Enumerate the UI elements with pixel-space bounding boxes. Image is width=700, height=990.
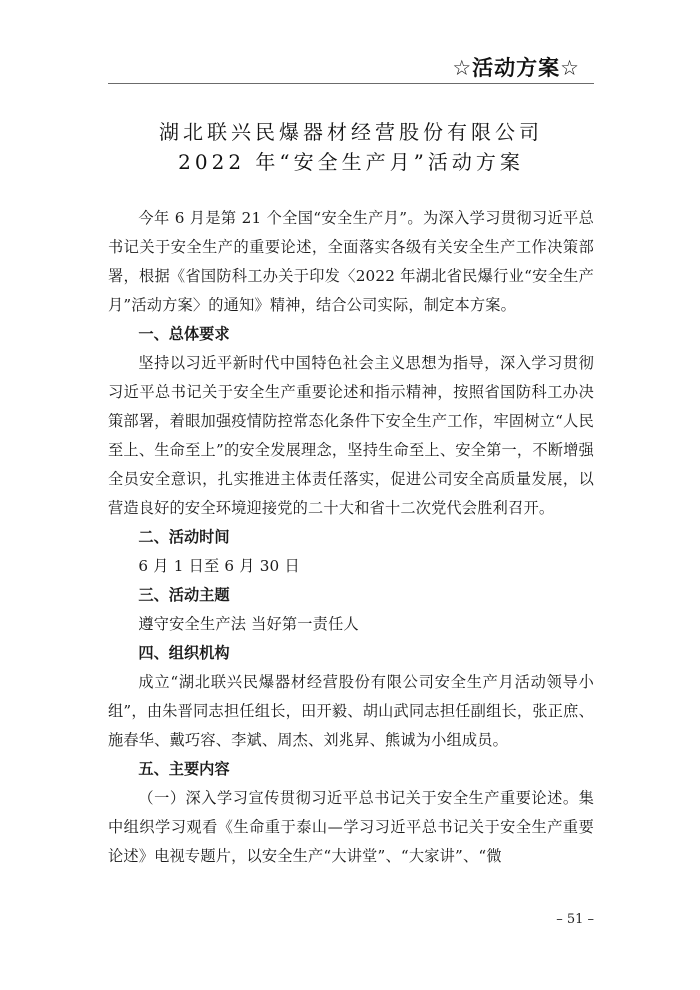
- section-heading-main-content: 五、主要内容: [138, 760, 230, 778]
- document-title-line-1: 湖北联兴民爆器材经营股份有限公司: [159, 120, 543, 144]
- section-heading-activity-theme: 三、活动主题: [138, 586, 230, 604]
- section-text-main-content: （一）深入学习宣传贯彻习近平总书记关于安全生产重要论述。集中组织学习观看《生命重于泰山—学习习近平总书记关于安全生产重要论述》电视专题片，以安全生产“大讲堂”、“大家讲”、“微: [108, 789, 594, 865]
- section-text-organization: 成立“湖北联兴民爆器材经营股份有限公司安全生产月活动领导小组”，由朱晋同志担任组长，田开毅、胡山武同志担任副组长，张正庶、施春华、戴巧容、李斌、周杰、刘兆昇、熊诚为小组成员。: [108, 673, 594, 749]
- section-text-general-requirements: 坚持以习近平新时代中国特色社会主义思想为指导，深入学习贯彻习近平总书记关于安全生产重要论述和指示精神，按照省国防科工办决策部署，着眼加强疫情防控常态化条件下安全生产工作，牢固树立“人民至上、生命至上”的安全发展理念，坚持生命至上、安全第一，不断增强全员安全意识，扎实推进主体责任落实，促进公司安全高质量发展，以营造良好的安全环境迎接党的二十大和省十二次党代会胜利召开。: [108, 354, 594, 517]
- section-text-activity-theme: 遵守安全生产法 当好第一责任人: [138, 615, 359, 633]
- section-heading-general-requirements: 一、总体要求: [138, 325, 230, 343]
- section-heading-activity-time: 二、活动时间: [138, 528, 230, 546]
- section-text-activity-time: 6 月 1 日至 6 月 30 日: [138, 557, 300, 575]
- document-body: [108, 204, 594, 871]
- header-divider: [108, 83, 594, 84]
- document-title-line-2: 2022 年“安全生产月”活动方案: [178, 150, 524, 174]
- section-heading-organization: 四、组织机构: [138, 644, 230, 662]
- page-number: – 51 –: [556, 912, 594, 927]
- intro-paragraph: 今年 6 月是第 21 个全国“安全生产月”。为深入学习贯彻习近平总书记关于安全生产的重要论述，全面落实各级有关安全生产工作决策部署，根据《省国防科工办关于印发〈2022 年湖北省民爆行业“安全生产月”活动方案〉的通知》精神，结合公司实际，制定本方案。: [108, 209, 594, 314]
- header-tag: ☆活动方案☆: [452, 56, 580, 80]
